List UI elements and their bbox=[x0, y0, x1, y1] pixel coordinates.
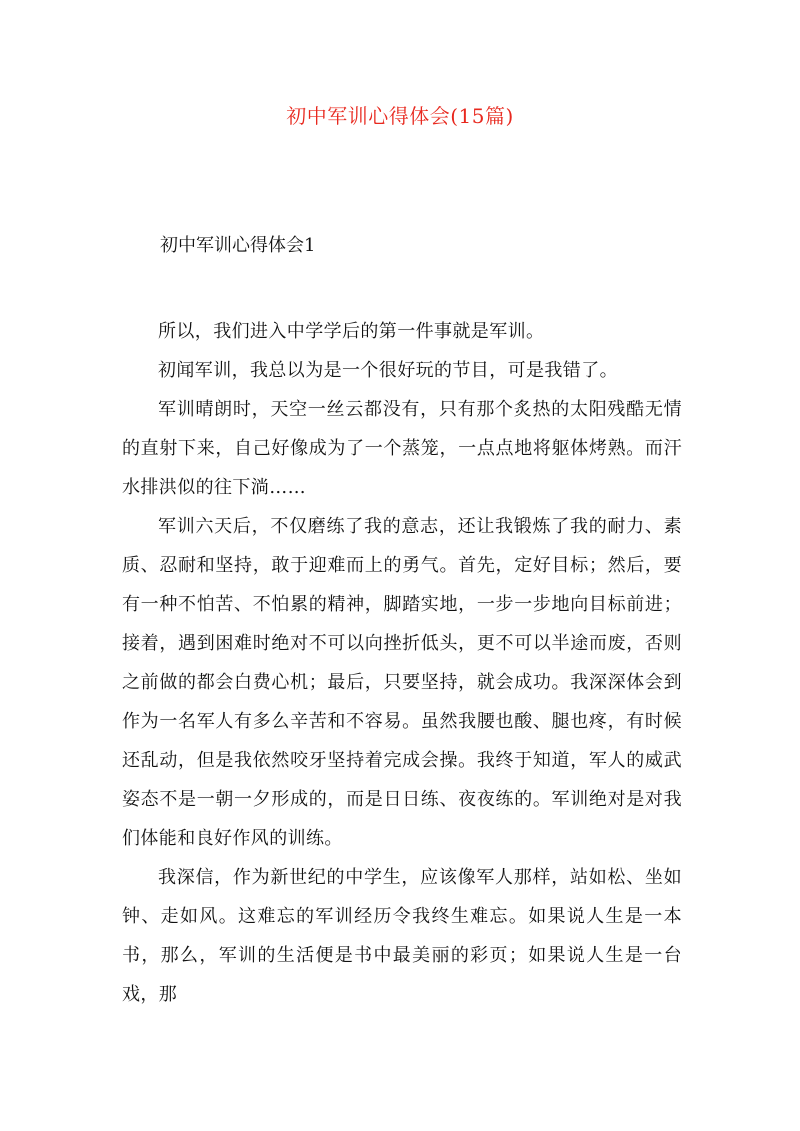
document-title: 初中军训心得体会(15篇) bbox=[286, 104, 514, 128]
paragraph-5: 我深信，作为新世纪的中学生，应该像军人那样，站如松、坐如钟、走如风。这难忘的军训经历令我终生难忘。如果说人生是一本书，那么，军训的生活便是书中最美丽的彩页；如果说人生是一台戏，那 bbox=[122, 867, 682, 1005]
paragraph-2: 初闻军训，我总以为是一个很好玩的节目，可是我错了。 bbox=[158, 360, 618, 381]
section-heading: 初中军训心得体会1 bbox=[160, 235, 316, 256]
paragraph-4: 军训六天后，不仅磨练了我的意志，还让我锻炼了我的耐力、素质、忍耐和坚持，敢于迎难而上的勇气。首先，定好目标；然后，要有一种不怕苦、不怕累的精神，脚踏实地，一步一步地向目标前进；接着，遇到困难时绝对不可以向挫折低头，更不可以半途而废，否则之前做的都会白费心机；最后，只要坚持，就会成功。我深深体会到作为一名军人有多么辛苦和不容易。虽然我腰也酸、腿也疼，有时候还乱动，但是我依然咬牙坚持着完成会操。我终于知道，军人的威武姿态不是一朝一夕形成的，而是日日练、夜夜练的。军训绝对是对我们体能和良好作风的训练。 bbox=[122, 516, 682, 849]
document-body bbox=[122, 312, 682, 1014]
paragraph-3: 军训晴朗时，天空一丝云都没有，只有那个炙热的太阳残酷无情的直射下来，自己好像成为了一个蒸笼，一点点地将躯体烤熟。而汗水排洪似的往下淌…… bbox=[122, 399, 682, 498]
paragraph-1: 所以，我们进入中学学后的第一件事就是军训。 bbox=[158, 321, 545, 342]
